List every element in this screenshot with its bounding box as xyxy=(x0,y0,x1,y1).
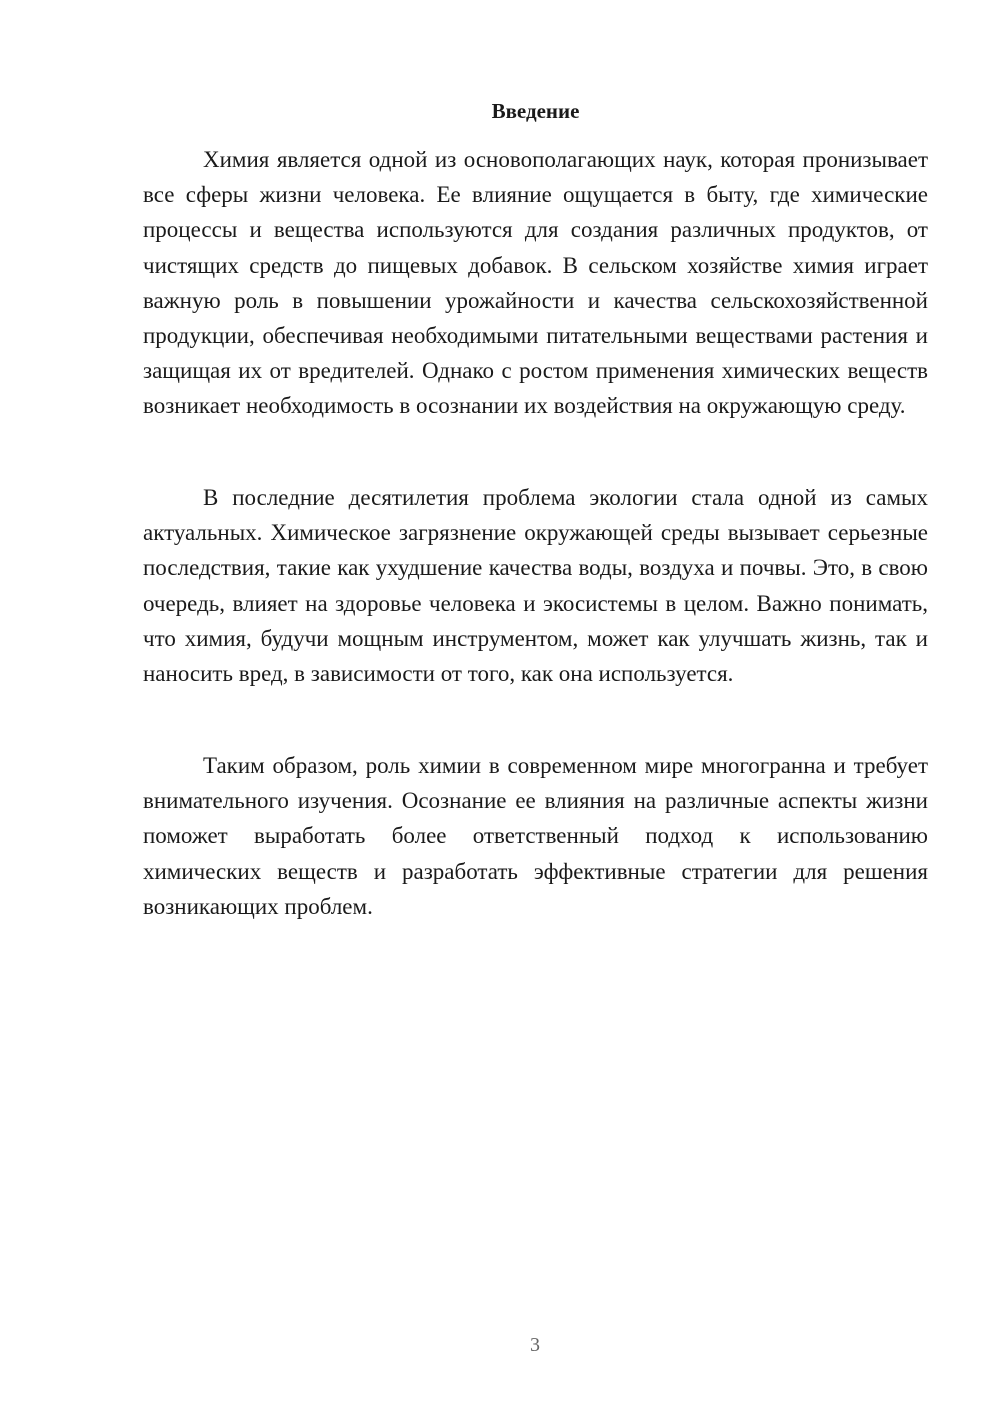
page-number: 3 xyxy=(530,1334,540,1356)
paragraph-1: Химия является одной из основополагающих наук, которая пронизывает все сферы жизни человека. Ее влияние ощущается в быту, где химические процессы и вещества используются для создания различных продуктов, от чистящих средств до пищевых добавок. В сельском хозяйстве химия играет важную роль в повышении урожайности и качества сельскохозяйственной продукции, обеспечивая необходимыми питательными веществами растения и защищая их от вредителей. Однако с ростом применения химических веществ возникает необходимость в осознании их воздействия на окружающую среду. xyxy=(143,147,928,419)
paragraph-2: В последние десятилетия проблема экологии стала одной из самых актуальных. Химическое загрязнение окружающей среды вызывает серьезные последствия, такие как ухудшение качества воды, воздуха и почвы. Это, в свою очередь, влияет на здоровье человека и экосистемы в целом. Важно понимать, что химия, будучи мощным инструментом, может как улучшать жизнь, так и наносить вред, в зависимости от того, как она используется. xyxy=(143,485,928,687)
section-heading: Введение xyxy=(491,99,580,123)
paragraph-3: Таким образом, роль химии в современном мире многогранна и требует внимательного изучения. Осознание ее влияния на различные аспекты жизни поможет выработать более ответственный подход к использованию химических веществ и разработать эффективные стратегии для решения возникающих проблем. xyxy=(143,753,928,919)
